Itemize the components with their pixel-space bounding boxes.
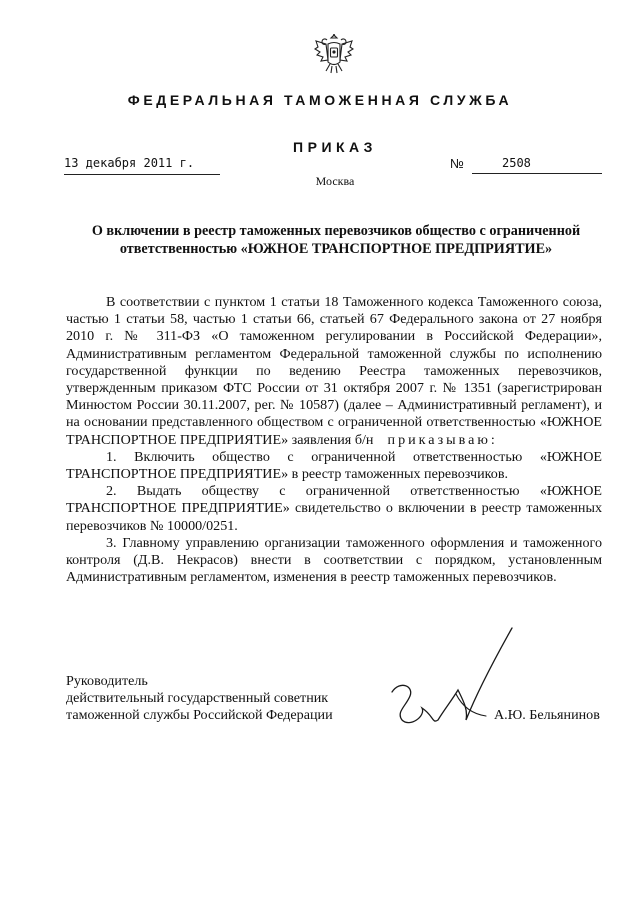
signatory-block <box>66 673 333 725</box>
order-word: приказываю: <box>387 431 498 448</box>
document-body <box>66 294 602 586</box>
agency-name: ФЕДЕРАЛЬНАЯ ТАМОЖЕННАЯ СЛУЖБА <box>127 92 513 108</box>
city: Москва <box>315 174 355 188</box>
handwritten-signature <box>382 620 532 750</box>
state-emblem-icon <box>313 31 355 75</box>
preamble-paragraph <box>66 294 602 449</box>
preamble-text: В соответствии с пунктом 1 статьи 18 Таможенного кодекса Таможенного союза, частью 1 статьи 58, частью 1 статьи 66, статьей 67 Федерального закона от 27 ноября 2010 г. № 311-ФЗ «О таможенном регулировании в Российской Федерации», Административным регламентом Федеральной таможенной службы по исполнению государственной функции по ведению Реестра таможенных перевозчиков, утвержденным приказом ФТС России от 31 октября 2007 г. № 1351 (зарегистрирован Минюстом России 30.11.2007, рег. № 10587) (далее – Административный регламент), и на основании представленного обществом с ограниченной ответственностью «ЮЖНОЕ ТРАНСПОРТНОЕ ПРЕДПРИЯТИЕ» заявления б/н <box>66 294 602 448</box>
document-heading: О включении в реестр таможенных перевозчиков общество с ограниченной ответственностью «ЮЖНОЕ ТРАНСПОРТНОЕ ПРЕДПРИЯТИЕ» <box>91 223 581 257</box>
list-item: 3. Главному управлению организации таможенного оформления и таможенного контроля (Д.В. Некрасов) внести в соответствии с порядком, установленным Административным регламентом, изменения в реестр таможенных перевозчиков. <box>66 534 602 586</box>
list-item: 2. Выдать обществу с ограниченной ответственностью «ЮЖНОЕ ТРАНСПОРТНОЕ ПРЕДПРИЯТИЕ» свидетельство о включении в реестр таможенных перевозчиков № 10000/0251. <box>66 483 602 534</box>
signatory-name: А.Ю. Бельянинов <box>494 707 600 723</box>
signatory-position: Руководитель <box>66 673 148 689</box>
number-sign: № <box>450 156 464 171</box>
document-type: ПРИКАЗ <box>293 139 377 155</box>
date-field: 13 декабря 2011 г. <box>64 156 220 175</box>
signatory-rank: действительный государственный советник <box>66 690 329 707</box>
list-item: 1. Включить общество с ограниченной ответственностью «ЮЖНОЕ ТРАНСПОРТНОЕ ПРЕДПРИЯТИЕ» в реестр таможенных перевозчиков. <box>66 448 602 483</box>
signatory-rank-continued: таможенной службы Российской Федерации <box>66 707 333 724</box>
number-field: 2508 <box>472 156 602 174</box>
